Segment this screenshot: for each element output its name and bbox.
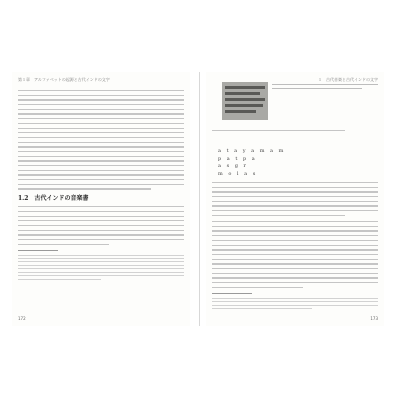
right-page — [206, 72, 384, 326]
book-gutter — [199, 72, 200, 326]
transliteration-line: a t a y a m a m — [218, 148, 284, 154]
body-text — [212, 130, 378, 135]
running-header: １ 古代音楽と古代インドの文字 — [318, 77, 378, 82]
footnotes — [18, 255, 184, 280]
page-number: 172 — [18, 316, 26, 321]
footnotes — [212, 298, 378, 309]
page-number: 173 — [370, 316, 378, 321]
transliteration-line: a s g r — [218, 163, 247, 169]
figure-caption — [272, 84, 378, 92]
footnote-rule — [18, 250, 58, 251]
transliteration-line: p a t p a — [218, 155, 256, 162]
transliteration-line: m o l a s — [218, 170, 256, 177]
manuscript-image — [222, 82, 268, 120]
transliteration-block — [218, 148, 284, 178]
body-text — [18, 90, 184, 282]
left-page — [12, 72, 190, 326]
running-header: 第１章 アルファベットの起源と古代インドの文字 — [18, 77, 110, 82]
footnote-rule — [212, 293, 252, 294]
section-heading: 1.2 古代インドの音楽書 — [18, 195, 89, 203]
body-text — [212, 182, 378, 312]
